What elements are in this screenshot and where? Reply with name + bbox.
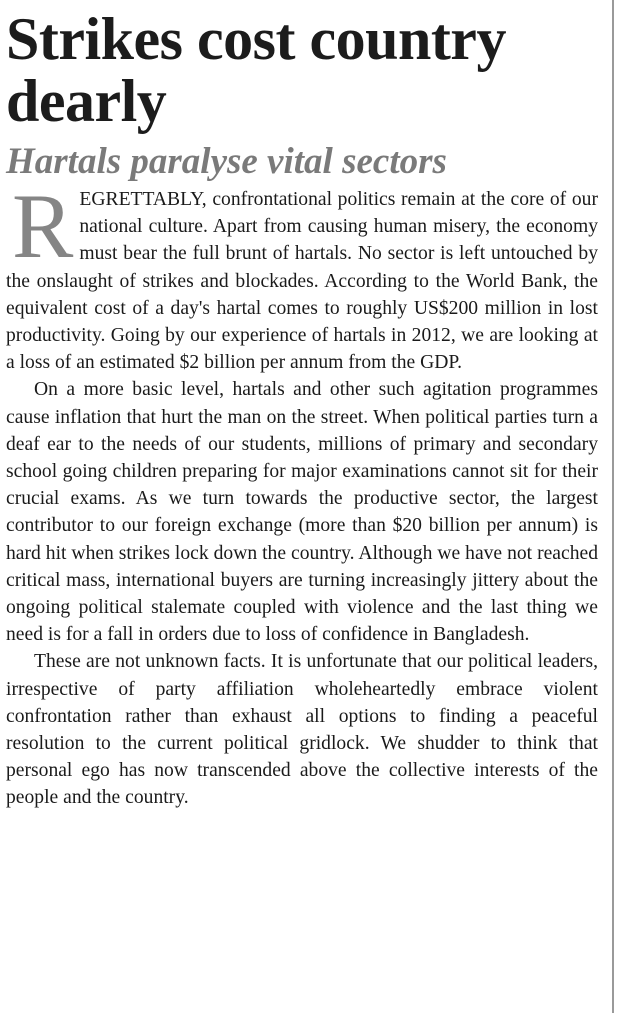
column-divider-rule	[612, 0, 614, 1013]
article-body	[6, 175, 598, 812]
paragraph-1-text: confrontational politics remain at the core of our national culture. Apart from causing human misery, the economy must bear the full brunt of hartals. No sector is left untouched by the onslaught of strikes and blockades. According to the World Bank, the equivalent cost of a day's hartal comes to roughly US$200 million in lost productivity. Going by our experience of hartals in 2012, we are looking at a loss of an estimated $2 billion per annum from the GDP.	[6, 189, 598, 374]
lead-word: EGRETTABLY,	[79, 189, 207, 210]
subheadline: Hartals paralyse vital sectors	[6, 141, 447, 182]
headline: Strikes cost country dearly	[6, 6, 506, 134]
drop-cap: R	[12, 175, 74, 277]
editorial-article	[6, 8, 598, 812]
paragraph-3: These are not unknown facts. It is unfortunate that our political leaders, irrespective of party affiliation wholeheartedly embrace violent confrontation rather than exhaust all options to finding a peaceful resolution to the current political gridlock. We shudder to think that personal ego has now transcended above the collective interests of the people and the country.	[6, 651, 598, 809]
paragraph-1	[6, 175, 598, 376]
paragraph-2: On a more basic level, hartals and other such agitation programmes cause inflation that hurt the man on the street. When political parties turn a deaf ear to the needs of our students, millions of primary and secondary school going children preparing for major examinations cannot sit for their crucial exams. As we turn towards the productive sector, the largest contributor to our foreign exchange (more than $20 billion per annum) is hard hit when strikes lock down the country. Although we have not reached critical mass, international buyers are turning increasingly jittery about the ongoing political stalemate coupled with violence and the last thing we need is for a fall in orders due to loss of confidence in Bangladesh.	[6, 379, 598, 646]
